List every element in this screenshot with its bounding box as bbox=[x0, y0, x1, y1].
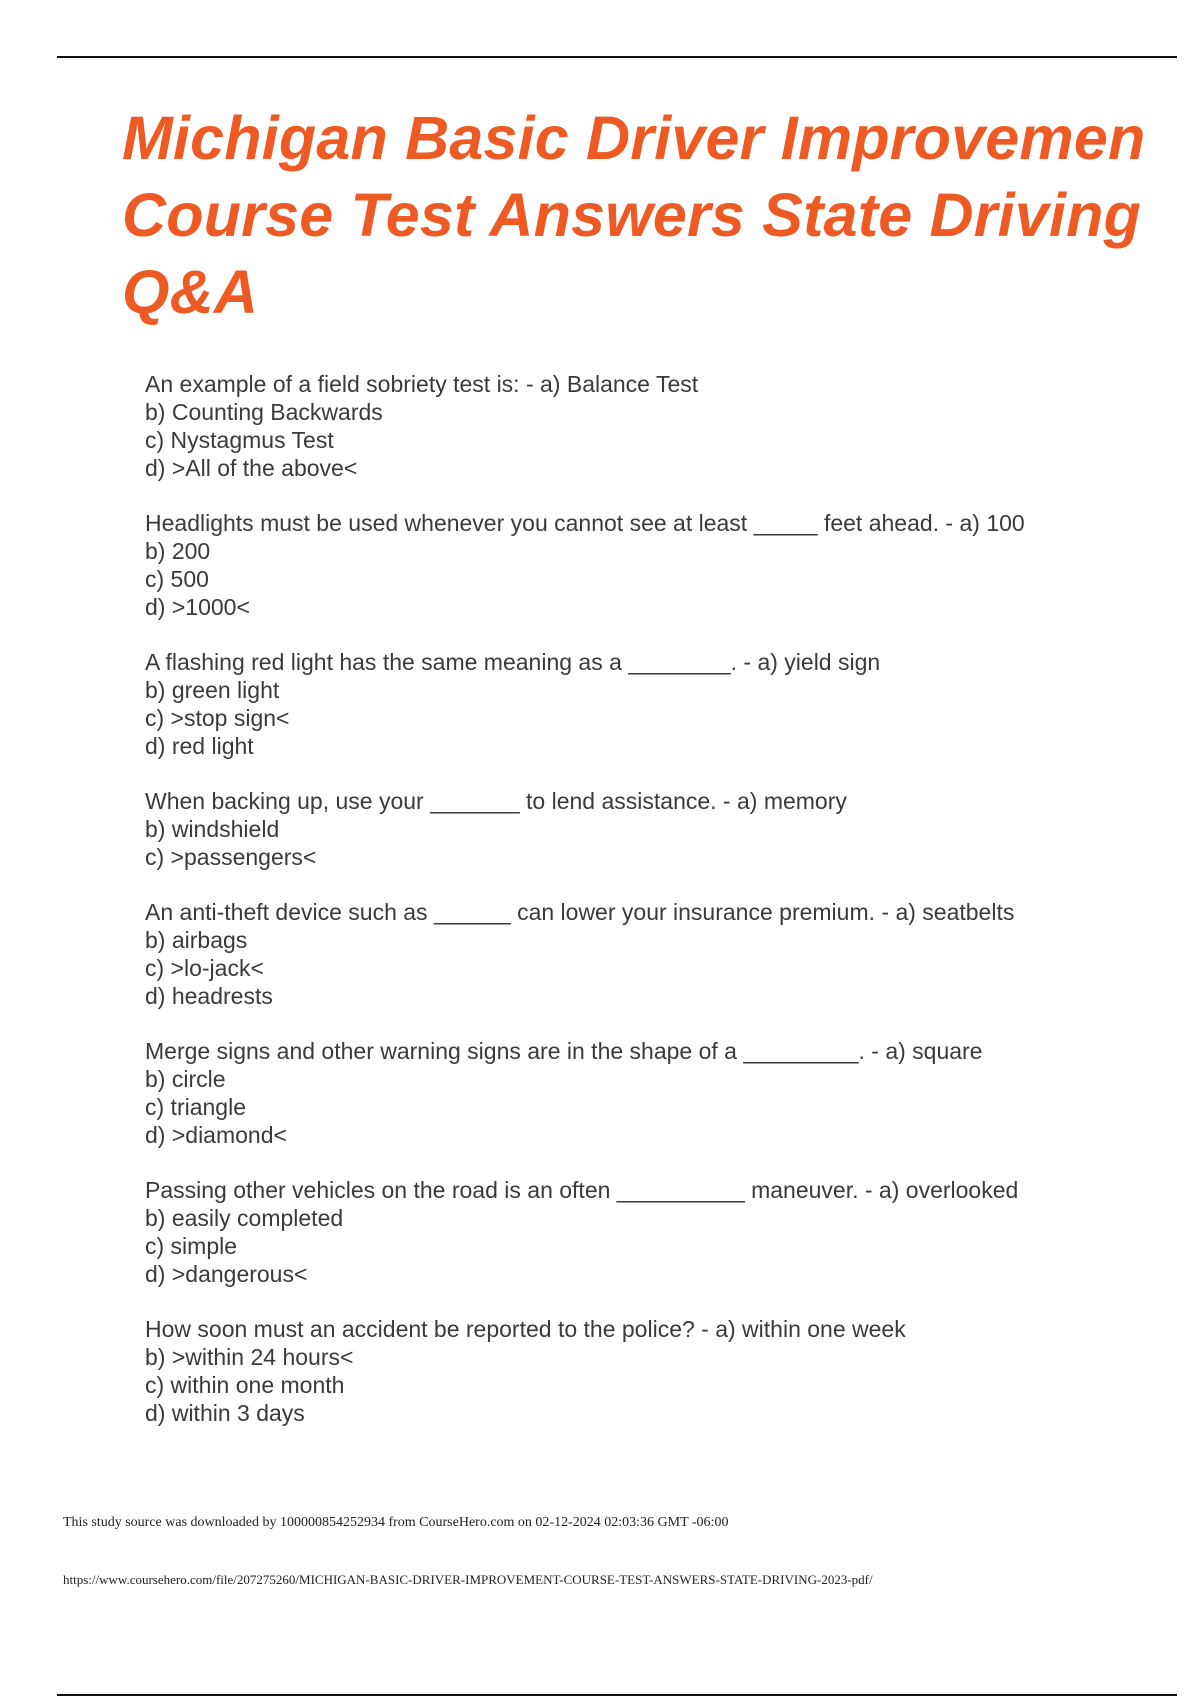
question-2-prompt: Headlights must be used whenever you cannot see at least _____ feet ahead. - a) 100 bbox=[145, 510, 1025, 536]
bottom-rule bbox=[57, 1694, 1177, 1696]
title-line-3: Q&A bbox=[122, 258, 259, 326]
document-title bbox=[122, 100, 1200, 331]
title-line-1: Michigan Basic Driver Improvemen bbox=[122, 104, 1146, 172]
question-3-prompt: A flashing red light has the same meaning as a ________. - a) yield sign bbox=[145, 649, 881, 675]
question-7-option-b: b) easily completed bbox=[145, 1205, 344, 1231]
question-1-option-d: d) >All of the above< bbox=[145, 455, 358, 481]
question-4-option-c: c) >passengers< bbox=[145, 844, 317, 870]
question-3-option-d: d) red light bbox=[145, 733, 254, 759]
question-8-option-d: d) within 3 days bbox=[145, 1400, 305, 1426]
question-2-option-c: c) 500 bbox=[145, 566, 209, 592]
question-4-option-b: b) windshield bbox=[145, 816, 280, 842]
question-8-option-c: c) within one month bbox=[145, 1372, 345, 1398]
question-block-3 bbox=[145, 648, 1105, 760]
question-8-option-b: b) >within 24 hours< bbox=[145, 1344, 354, 1370]
question-1-prompt: An example of a field sobriety test is: - a) Balance Test bbox=[145, 371, 699, 397]
question-5-option-c: c) >lo-jack< bbox=[145, 955, 264, 981]
question-2-option-b: b) 200 bbox=[145, 538, 211, 564]
question-7-prompt: Passing other vehicles on the road is an often __________ maneuver. - a) overlooked bbox=[145, 1177, 1019, 1203]
question-7-option-d: d) >dangerous< bbox=[145, 1261, 308, 1287]
question-block-4 bbox=[145, 787, 1105, 871]
question-3-option-b: b) green light bbox=[145, 677, 280, 703]
question-8-prompt: How soon must an accident be reported to the police? - a) within one week bbox=[145, 1316, 906, 1342]
question-2-option-d: d) >1000< bbox=[145, 594, 250, 620]
question-6-option-b: b) circle bbox=[145, 1066, 226, 1092]
question-5-option-d: d) headrests bbox=[145, 983, 273, 1009]
question-6-option-c: c) triangle bbox=[145, 1094, 246, 1120]
download-notice: This study source was downloaded by 100000854252934 from CourseHero.com on 02-12-2024 02:03:36 GMT -06:00 bbox=[63, 1515, 729, 1530]
question-block-8 bbox=[145, 1315, 1105, 1427]
question-block-1 bbox=[145, 370, 1105, 482]
question-1-option-b: b) Counting Backwards bbox=[145, 399, 383, 425]
question-6-option-d: d) >diamond< bbox=[145, 1122, 287, 1148]
source-url: https://www.coursehero.com/file/207275260/MICHIGAN-BASIC-DRIVER-IMPROVEMENT-COURSE-TEST-ANSWERS-STATE-DRIVING-2023-pdf/ bbox=[63, 1572, 873, 1587]
question-3-option-c: c) >stop sign< bbox=[145, 705, 290, 731]
question-block-6 bbox=[145, 1037, 1105, 1149]
title-line-2: Course Test Answers State Driving bbox=[122, 181, 1142, 249]
question-block-2 bbox=[145, 509, 1105, 621]
question-7-option-c: c) simple bbox=[145, 1233, 238, 1259]
question-list bbox=[145, 370, 1105, 1454]
question-5-prompt: An anti-theft device such as ______ can lower your insurance premium. - a) seatbelts bbox=[145, 899, 1015, 925]
question-6-prompt: Merge signs and other warning signs are in the shape of a _________. - a) square bbox=[145, 1038, 983, 1064]
question-block-7 bbox=[145, 1176, 1105, 1288]
question-5-option-b: b) airbags bbox=[145, 927, 248, 953]
question-block-5 bbox=[145, 898, 1105, 1010]
question-1-option-c: c) Nystagmus Test bbox=[145, 427, 334, 453]
question-4-prompt: When backing up, use your _______ to lend assistance. - a) memory bbox=[145, 788, 847, 814]
top-rule bbox=[57, 56, 1177, 58]
